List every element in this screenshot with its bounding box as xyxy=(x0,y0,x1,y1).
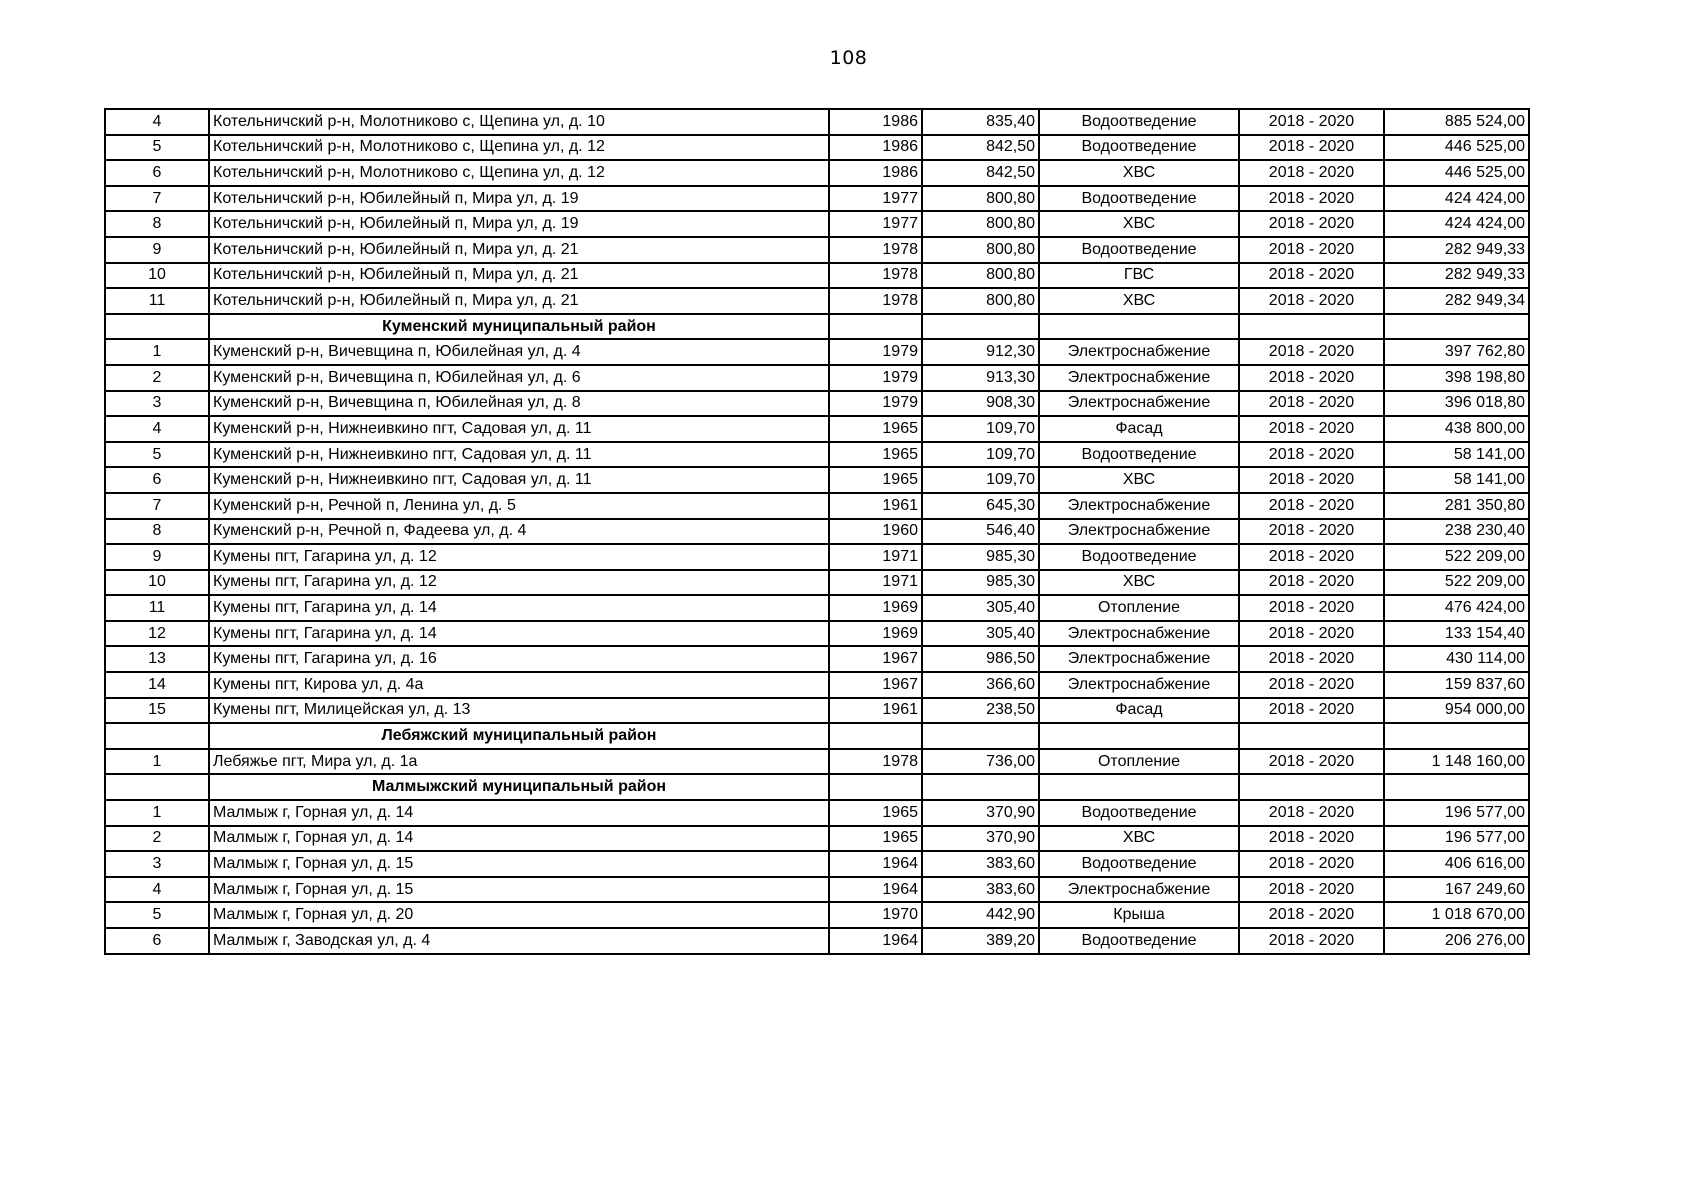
period-cell: 2018 - 2020 xyxy=(1239,288,1384,314)
period-cell: 2018 - 2020 xyxy=(1239,160,1384,186)
empty-cell xyxy=(922,774,1039,800)
build-year-cell: 1961 xyxy=(829,698,922,724)
row-number-cell: 3 xyxy=(105,851,209,877)
build-year-cell: 1965 xyxy=(829,467,922,493)
district-title: Лебяжский муниципальный район xyxy=(209,723,829,749)
address-cell: Котельничский р-н, Юбилейный п, Мира ул, д. 21 xyxy=(209,288,829,314)
empty-cell xyxy=(1239,723,1384,749)
work-type-cell: Водоотведение xyxy=(1039,800,1239,826)
table-row xyxy=(105,211,1529,237)
area-cell: 842,50 xyxy=(922,160,1039,186)
build-year-cell: 1979 xyxy=(829,339,922,365)
work-type-cell: Электроснабжение xyxy=(1039,493,1239,519)
cost-cell: 430 114,00 xyxy=(1384,646,1529,672)
address-cell: Котельничский р-н, Юбилейный п, Мира ул, д. 21 xyxy=(209,237,829,263)
build-year-cell: 1965 xyxy=(829,826,922,852)
row-number-cell: 4 xyxy=(105,877,209,903)
cost-cell: 58 141,00 xyxy=(1384,467,1529,493)
build-year-cell: 1960 xyxy=(829,519,922,545)
cost-cell: 406 616,00 xyxy=(1384,851,1529,877)
period-cell: 2018 - 2020 xyxy=(1239,570,1384,596)
table-row xyxy=(105,851,1529,877)
table-row xyxy=(105,160,1529,186)
cost-cell: 159 837,60 xyxy=(1384,672,1529,698)
empty-cell xyxy=(829,314,922,340)
build-year-cell: 1964 xyxy=(829,851,922,877)
address-cell: Котельничский р-н, Молотниково с, Щепина ул, д. 10 xyxy=(209,109,829,135)
table-row xyxy=(105,800,1529,826)
row-number-cell: 8 xyxy=(105,211,209,237)
build-year-cell: 1978 xyxy=(829,749,922,775)
area-cell: 800,80 xyxy=(922,211,1039,237)
period-cell: 2018 - 2020 xyxy=(1239,365,1384,391)
work-type-cell: Водоотведение xyxy=(1039,544,1239,570)
work-type-cell: Электроснабжение xyxy=(1039,646,1239,672)
period-cell: 2018 - 2020 xyxy=(1239,263,1384,289)
period-cell: 2018 - 2020 xyxy=(1239,186,1384,212)
row-number-cell: 15 xyxy=(105,698,209,724)
area-cell: 645,30 xyxy=(922,493,1039,519)
work-type-cell: ХВС xyxy=(1039,211,1239,237)
address-cell: Кумены пгт, Гагарина ул, д. 12 xyxy=(209,544,829,570)
work-type-cell: Водоотведение xyxy=(1039,928,1239,954)
row-number-cell: 7 xyxy=(105,493,209,519)
work-type-cell: Фасад xyxy=(1039,698,1239,724)
area-cell: 736,00 xyxy=(922,749,1039,775)
cost-cell: 885 524,00 xyxy=(1384,109,1529,135)
build-year-cell: 1965 xyxy=(829,416,922,442)
period-cell: 2018 - 2020 xyxy=(1239,698,1384,724)
area-cell: 985,30 xyxy=(922,570,1039,596)
build-year-cell: 1971 xyxy=(829,544,922,570)
build-year-cell: 1965 xyxy=(829,442,922,468)
period-cell: 2018 - 2020 xyxy=(1239,467,1384,493)
empty-cell xyxy=(1039,723,1239,749)
address-cell: Котельничский р-н, Молотниково с, Щепина ул, д. 12 xyxy=(209,160,829,186)
empty-cell xyxy=(1384,723,1529,749)
area-cell: 238,50 xyxy=(922,698,1039,724)
build-year-cell: 1964 xyxy=(829,877,922,903)
empty-cell xyxy=(829,723,922,749)
address-cell: Котельничский р-н, Юбилейный п, Мира ул, д. 21 xyxy=(209,263,829,289)
area-cell: 835,40 xyxy=(922,109,1039,135)
row-number-cell: 11 xyxy=(105,595,209,621)
work-type-cell: ХВС xyxy=(1039,826,1239,852)
period-cell: 2018 - 2020 xyxy=(1239,902,1384,928)
period-cell: 2018 - 2020 xyxy=(1239,493,1384,519)
work-type-cell: Электроснабжение xyxy=(1039,339,1239,365)
period-cell: 2018 - 2020 xyxy=(1239,672,1384,698)
row-number-cell: 12 xyxy=(105,621,209,647)
work-type-cell: Водоотведение xyxy=(1039,109,1239,135)
row-number-cell: 6 xyxy=(105,467,209,493)
cost-cell: 282 949,33 xyxy=(1384,237,1529,263)
build-year-cell: 1971 xyxy=(829,570,922,596)
cost-cell: 396 018,80 xyxy=(1384,391,1529,417)
area-cell: 800,80 xyxy=(922,186,1039,212)
address-cell: Куменский р-н, Вичевщина п, Юбилейная ул, д. 4 xyxy=(209,339,829,365)
row-number-cell: 8 xyxy=(105,519,209,545)
work-type-cell: ХВС xyxy=(1039,467,1239,493)
cost-cell: 282 949,33 xyxy=(1384,263,1529,289)
work-type-cell: Отопление xyxy=(1039,749,1239,775)
cost-cell: 954 000,00 xyxy=(1384,698,1529,724)
work-type-cell: Электроснабжение xyxy=(1039,672,1239,698)
period-cell: 2018 - 2020 xyxy=(1239,826,1384,852)
work-type-cell: ХВС xyxy=(1039,160,1239,186)
row-number-cell: 9 xyxy=(105,544,209,570)
table-body xyxy=(105,109,1529,954)
area-cell: 370,90 xyxy=(922,826,1039,852)
area-cell: 366,60 xyxy=(922,672,1039,698)
table-row xyxy=(105,621,1529,647)
cost-cell: 446 525,00 xyxy=(1384,160,1529,186)
row-number-cell: 10 xyxy=(105,263,209,289)
table-row xyxy=(105,749,1529,775)
work-type-cell: Водоотведение xyxy=(1039,237,1239,263)
address-cell: Куменский р-н, Нижнеивкино пгт, Садовая ул, д. 11 xyxy=(209,416,829,442)
area-cell: 800,80 xyxy=(922,237,1039,263)
table-row xyxy=(105,826,1529,852)
empty-cell xyxy=(1039,774,1239,800)
table-row xyxy=(105,263,1529,289)
table-row xyxy=(105,339,1529,365)
area-cell: 800,80 xyxy=(922,263,1039,289)
address-cell: Куменский р-н, Вичевщина п, Юбилейная ул, д. 8 xyxy=(209,391,829,417)
area-cell: 800,80 xyxy=(922,288,1039,314)
empty-cell xyxy=(829,774,922,800)
row-number-cell: 4 xyxy=(105,416,209,442)
work-type-cell: Отопление xyxy=(1039,595,1239,621)
table-row xyxy=(105,595,1529,621)
empty-cell xyxy=(105,723,209,749)
work-type-cell: Электроснабжение xyxy=(1039,621,1239,647)
table-row xyxy=(105,544,1529,570)
area-cell: 305,40 xyxy=(922,621,1039,647)
period-cell: 2018 - 2020 xyxy=(1239,416,1384,442)
address-cell: Кумены пгт, Гагарина ул, д. 16 xyxy=(209,646,829,672)
build-year-cell: 1967 xyxy=(829,646,922,672)
table-row xyxy=(105,646,1529,672)
address-cell: Малмыж г, Заводская ул, д. 4 xyxy=(209,928,829,954)
address-cell: Куменский р-н, Речной п, Ленина ул, д. 5 xyxy=(209,493,829,519)
row-number-cell: 2 xyxy=(105,365,209,391)
area-cell: 109,70 xyxy=(922,416,1039,442)
row-number-cell: 7 xyxy=(105,186,209,212)
period-cell: 2018 - 2020 xyxy=(1239,391,1384,417)
build-year-cell: 1977 xyxy=(829,186,922,212)
row-number-cell: 13 xyxy=(105,646,209,672)
address-cell: Малмыж г, Горная ул, д. 20 xyxy=(209,902,829,928)
period-cell: 2018 - 2020 xyxy=(1239,442,1384,468)
table-row xyxy=(105,416,1529,442)
district-title: Куменский муниципальный район xyxy=(209,314,829,340)
empty-cell xyxy=(1384,774,1529,800)
table-row xyxy=(105,135,1529,161)
period-cell: 2018 - 2020 xyxy=(1239,646,1384,672)
work-type-cell: Электроснабжение xyxy=(1039,877,1239,903)
empty-cell xyxy=(1384,314,1529,340)
work-type-cell: ГВС xyxy=(1039,263,1239,289)
row-number-cell: 1 xyxy=(105,800,209,826)
address-cell: Малмыж г, Горная ул, д. 14 xyxy=(209,826,829,852)
table-row xyxy=(105,570,1529,596)
period-cell: 2018 - 2020 xyxy=(1239,237,1384,263)
period-cell: 2018 - 2020 xyxy=(1239,211,1384,237)
address-cell: Кумены пгт, Кирова ул, д. 4а xyxy=(209,672,829,698)
period-cell: 2018 - 2020 xyxy=(1239,851,1384,877)
area-cell: 305,40 xyxy=(922,595,1039,621)
area-cell: 109,70 xyxy=(922,467,1039,493)
address-cell: Куменский р-н, Речной п, Фадеева ул, д. 4 xyxy=(209,519,829,545)
period-cell: 2018 - 2020 xyxy=(1239,621,1384,647)
area-cell: 912,30 xyxy=(922,339,1039,365)
row-number-cell: 1 xyxy=(105,339,209,365)
cost-cell: 282 949,34 xyxy=(1384,288,1529,314)
build-year-cell: 1967 xyxy=(829,672,922,698)
table-row xyxy=(105,391,1529,417)
work-type-cell: ХВС xyxy=(1039,570,1239,596)
row-number-cell: 14 xyxy=(105,672,209,698)
table-row xyxy=(105,288,1529,314)
table-row xyxy=(105,467,1529,493)
address-cell: Котельничский р-н, Юбилейный п, Мира ул, д. 19 xyxy=(209,186,829,212)
period-cell: 2018 - 2020 xyxy=(1239,339,1384,365)
row-number-cell: 5 xyxy=(105,135,209,161)
empty-cell xyxy=(1039,314,1239,340)
work-type-cell: Крыша xyxy=(1039,902,1239,928)
work-type-cell: ХВС xyxy=(1039,288,1239,314)
table-row xyxy=(105,442,1529,468)
table-row xyxy=(105,519,1529,545)
empty-cell xyxy=(922,314,1039,340)
area-cell: 109,70 xyxy=(922,442,1039,468)
build-year-cell: 1965 xyxy=(829,800,922,826)
period-cell: 2018 - 2020 xyxy=(1239,519,1384,545)
table-row xyxy=(105,186,1529,212)
period-cell: 2018 - 2020 xyxy=(1239,595,1384,621)
period-cell: 2018 - 2020 xyxy=(1239,800,1384,826)
row-number-cell: 1 xyxy=(105,749,209,775)
area-cell: 986,50 xyxy=(922,646,1039,672)
work-type-cell: Электроснабжение xyxy=(1039,391,1239,417)
row-number-cell: 11 xyxy=(105,288,209,314)
row-number-cell: 5 xyxy=(105,902,209,928)
area-cell: 985,30 xyxy=(922,544,1039,570)
build-year-cell: 1977 xyxy=(829,211,922,237)
work-type-cell: Электроснабжение xyxy=(1039,519,1239,545)
empty-cell xyxy=(105,314,209,340)
empty-cell xyxy=(1239,314,1384,340)
table-row xyxy=(105,928,1529,954)
build-year-cell: 1978 xyxy=(829,237,922,263)
address-cell: Лебяжье пгт, Мира ул, д. 1а xyxy=(209,749,829,775)
table-row xyxy=(105,698,1529,724)
row-number-cell: 6 xyxy=(105,928,209,954)
area-cell: 370,90 xyxy=(922,800,1039,826)
cost-cell: 1 018 670,00 xyxy=(1384,902,1529,928)
row-number-cell: 10 xyxy=(105,570,209,596)
area-cell: 908,30 xyxy=(922,391,1039,417)
area-cell: 442,90 xyxy=(922,902,1039,928)
empty-cell xyxy=(105,774,209,800)
area-cell: 546,40 xyxy=(922,519,1039,545)
cost-cell: 1 148 160,00 xyxy=(1384,749,1529,775)
district-header-row xyxy=(105,774,1529,800)
cost-cell: 397 762,80 xyxy=(1384,339,1529,365)
address-cell: Кумены пгт, Милицейская ул, д. 13 xyxy=(209,698,829,724)
period-cell: 2018 - 2020 xyxy=(1239,544,1384,570)
cost-cell: 196 577,00 xyxy=(1384,800,1529,826)
cost-cell: 424 424,00 xyxy=(1384,186,1529,212)
cost-cell: 281 350,80 xyxy=(1384,493,1529,519)
address-cell: Кумены пгт, Гагарина ул, д. 14 xyxy=(209,621,829,647)
period-cell: 2018 - 2020 xyxy=(1239,877,1384,903)
address-cell: Малмыж г, Горная ул, д. 15 xyxy=(209,877,829,903)
period-cell: 2018 - 2020 xyxy=(1239,109,1384,135)
build-year-cell: 1986 xyxy=(829,160,922,186)
build-year-cell: 1978 xyxy=(829,263,922,289)
table-row xyxy=(105,237,1529,263)
build-year-cell: 1979 xyxy=(829,365,922,391)
address-cell: Малмыж г, Горная ул, д. 15 xyxy=(209,851,829,877)
work-type-cell: Электроснабжение xyxy=(1039,365,1239,391)
empty-cell xyxy=(922,723,1039,749)
build-year-cell: 1979 xyxy=(829,391,922,417)
build-year-cell: 1964 xyxy=(829,928,922,954)
area-cell: 383,60 xyxy=(922,877,1039,903)
cost-cell: 58 141,00 xyxy=(1384,442,1529,468)
address-cell: Куменский р-н, Нижнеивкино пгт, Садовая ул, д. 11 xyxy=(209,467,829,493)
cost-cell: 424 424,00 xyxy=(1384,211,1529,237)
district-header-row xyxy=(105,314,1529,340)
cost-cell: 206 276,00 xyxy=(1384,928,1529,954)
period-cell: 2018 - 2020 xyxy=(1239,749,1384,775)
row-number-cell: 5 xyxy=(105,442,209,468)
address-cell: Кумены пгт, Гагарина ул, д. 14 xyxy=(209,595,829,621)
build-year-cell: 1970 xyxy=(829,902,922,928)
table-row xyxy=(105,877,1529,903)
table-row xyxy=(105,365,1529,391)
cost-cell: 438 800,00 xyxy=(1384,416,1529,442)
work-type-cell: Водоотведение xyxy=(1039,442,1239,468)
table-row xyxy=(105,109,1529,135)
build-year-cell: 1986 xyxy=(829,135,922,161)
district-title: Малмыжский муниципальный район xyxy=(209,774,829,800)
cost-cell: 196 577,00 xyxy=(1384,826,1529,852)
cost-cell: 446 525,00 xyxy=(1384,135,1529,161)
area-cell: 389,20 xyxy=(922,928,1039,954)
cost-cell: 167 249,60 xyxy=(1384,877,1529,903)
housing-repair-table xyxy=(104,108,1530,955)
district-header-row xyxy=(105,723,1529,749)
cost-cell: 133 154,40 xyxy=(1384,621,1529,647)
row-number-cell: 6 xyxy=(105,160,209,186)
build-year-cell: 1961 xyxy=(829,493,922,519)
address-cell: Малмыж г, Горная ул, д. 14 xyxy=(209,800,829,826)
row-number-cell: 4 xyxy=(105,109,209,135)
work-type-cell: Водоотведение xyxy=(1039,135,1239,161)
table-row xyxy=(105,493,1529,519)
row-number-cell: 9 xyxy=(105,237,209,263)
build-year-cell: 1969 xyxy=(829,595,922,621)
area-cell: 383,60 xyxy=(922,851,1039,877)
row-number-cell: 2 xyxy=(105,826,209,852)
page-number: 108 xyxy=(829,47,868,69)
address-cell: Котельничский р-н, Юбилейный п, Мира ул, д. 19 xyxy=(209,211,829,237)
area-cell: 913,30 xyxy=(922,365,1039,391)
work-type-cell: Водоотведение xyxy=(1039,851,1239,877)
table-row xyxy=(105,672,1529,698)
area-cell: 842,50 xyxy=(922,135,1039,161)
cost-cell: 522 209,00 xyxy=(1384,570,1529,596)
cost-cell: 476 424,00 xyxy=(1384,595,1529,621)
table-row xyxy=(105,902,1529,928)
work-type-cell: Фасад xyxy=(1039,416,1239,442)
period-cell: 2018 - 2020 xyxy=(1239,135,1384,161)
cost-cell: 238 230,40 xyxy=(1384,519,1529,545)
empty-cell xyxy=(1239,774,1384,800)
address-cell: Котельничский р-н, Молотниково с, Щепина ул, д. 12 xyxy=(209,135,829,161)
address-cell: Кумены пгт, Гагарина ул, д. 12 xyxy=(209,570,829,596)
build-year-cell: 1978 xyxy=(829,288,922,314)
period-cell: 2018 - 2020 xyxy=(1239,928,1384,954)
address-cell: Куменский р-н, Вичевщина п, Юбилейная ул, д. 6 xyxy=(209,365,829,391)
work-type-cell: Водоотведение xyxy=(1039,186,1239,212)
row-number-cell: 3 xyxy=(105,391,209,417)
build-year-cell: 1969 xyxy=(829,621,922,647)
cost-cell: 398 198,80 xyxy=(1384,365,1529,391)
cost-cell: 522 209,00 xyxy=(1384,544,1529,570)
address-cell: Куменский р-н, Нижнеивкино пгт, Садовая ул, д. 11 xyxy=(209,442,829,468)
build-year-cell: 1986 xyxy=(829,109,922,135)
